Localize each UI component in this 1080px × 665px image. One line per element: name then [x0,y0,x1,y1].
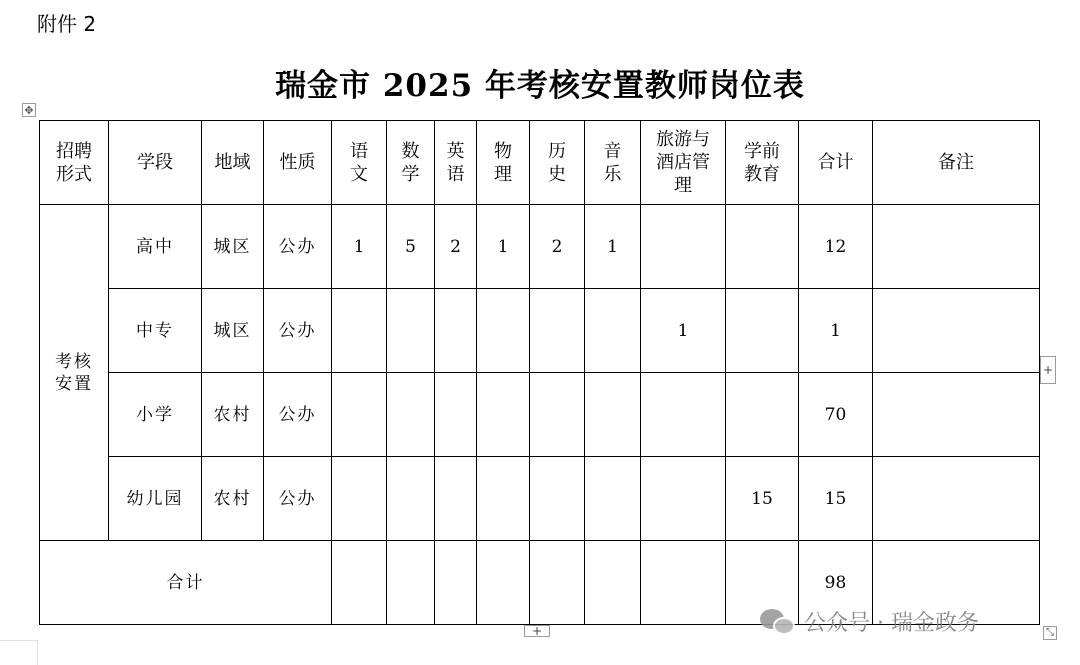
total-cell: 12 [799,205,873,289]
stage-cell: 高中 [109,205,202,289]
music-cell [585,457,641,541]
history-cell [530,373,585,457]
summary-label: 合计 [40,541,332,625]
header-chinese: 语 文 [332,121,387,205]
history-cell [530,457,585,541]
nature-cell: 公办 [264,205,332,289]
header-tourism: 旅游与 酒店管 理 [641,121,726,205]
header-total: 合计 [799,121,873,205]
table-row [40,457,1040,541]
tourism-cell: 1 [641,289,726,373]
region-cell: 农村 [202,373,264,457]
remarks-cell [873,289,1040,373]
wechat-icon [760,607,796,637]
region-cell: 城区 [202,205,264,289]
chinese-cell: 1 [332,205,387,289]
remarks-cell [873,373,1040,457]
resize-icon[interactable]: ⤡ [1043,626,1057,640]
math-cell [387,289,435,373]
tourism-cell [641,205,726,289]
preschool-cell [726,289,799,373]
physics-cell [477,541,530,625]
english-cell [435,541,477,625]
add-row-button[interactable]: + [524,625,550,637]
header-math: 数 学 [387,121,435,205]
table-row [40,205,1040,289]
math-cell [387,541,435,625]
watermark [760,606,979,637]
header-physics: 物 理 [477,121,530,205]
english-cell: 2 [435,205,477,289]
page-title: 瑞金市 2025 年考核安置教师岗位表 [275,68,805,104]
region-cell: 农村 [202,457,264,541]
stage-cell: 小学 [109,373,202,457]
remarks-cell [873,457,1040,541]
total-cell: 15 [799,457,873,541]
english-cell [435,373,477,457]
physics-cell: 1 [477,205,530,289]
physics-cell [477,457,530,541]
chinese-cell [332,373,387,457]
chinese-cell [332,457,387,541]
header-region: 地域 [202,121,264,205]
preschool-cell [726,205,799,289]
tourism-cell [641,457,726,541]
english-cell [435,289,477,373]
remarks-cell [873,205,1040,289]
page-edge [0,640,38,665]
attachment-label: 附件 2 [37,12,97,36]
history-cell: 2 [530,205,585,289]
total-cell: 1 [799,289,873,373]
music-cell [585,541,641,625]
music-cell: 1 [585,205,641,289]
stage-cell: 幼儿园 [109,457,202,541]
watermark-text: 公众号 · 瑞金政务 [804,611,979,636]
add-column-button[interactable]: + [1040,356,1056,384]
preschool-cell: 15 [726,457,799,541]
header-history: 历 史 [530,121,585,205]
music-cell [585,289,641,373]
music-cell [585,373,641,457]
table-row [40,289,1040,373]
math-cell [387,373,435,457]
positions-table [39,120,1040,625]
header-stage: 学段 [109,121,202,205]
stage-cell: 中专 [109,289,202,373]
nature-cell: 公办 [264,289,332,373]
total-cell: 70 [799,373,873,457]
english-cell [435,457,477,541]
math-cell [387,457,435,541]
nature-cell: 公办 [264,373,332,457]
header-music: 音 乐 [585,121,641,205]
physics-cell [477,289,530,373]
header-english: 英 语 [435,121,477,205]
header-recruit-type: 招聘 形式 [40,121,109,205]
region-cell: 城区 [202,289,264,373]
math-cell: 5 [387,205,435,289]
header-nature: 性质 [264,121,332,205]
physics-cell [477,373,530,457]
history-cell [530,541,585,625]
recruit-type-cell: 考核 安置 [40,205,109,541]
header-row [40,121,1040,205]
table-row [40,373,1040,457]
summary-total: 98 [799,541,873,625]
tourism-cell [641,373,726,457]
tourism-cell [641,541,726,625]
header-remarks: 备注 [873,121,1040,205]
header-preschool: 学前 教育 [726,121,799,205]
chinese-cell [332,289,387,373]
history-cell [530,289,585,373]
nature-cell: 公办 [264,457,332,541]
chinese-cell [332,541,387,625]
move-icon[interactable]: ✥ [22,103,36,117]
preschool-cell [726,373,799,457]
